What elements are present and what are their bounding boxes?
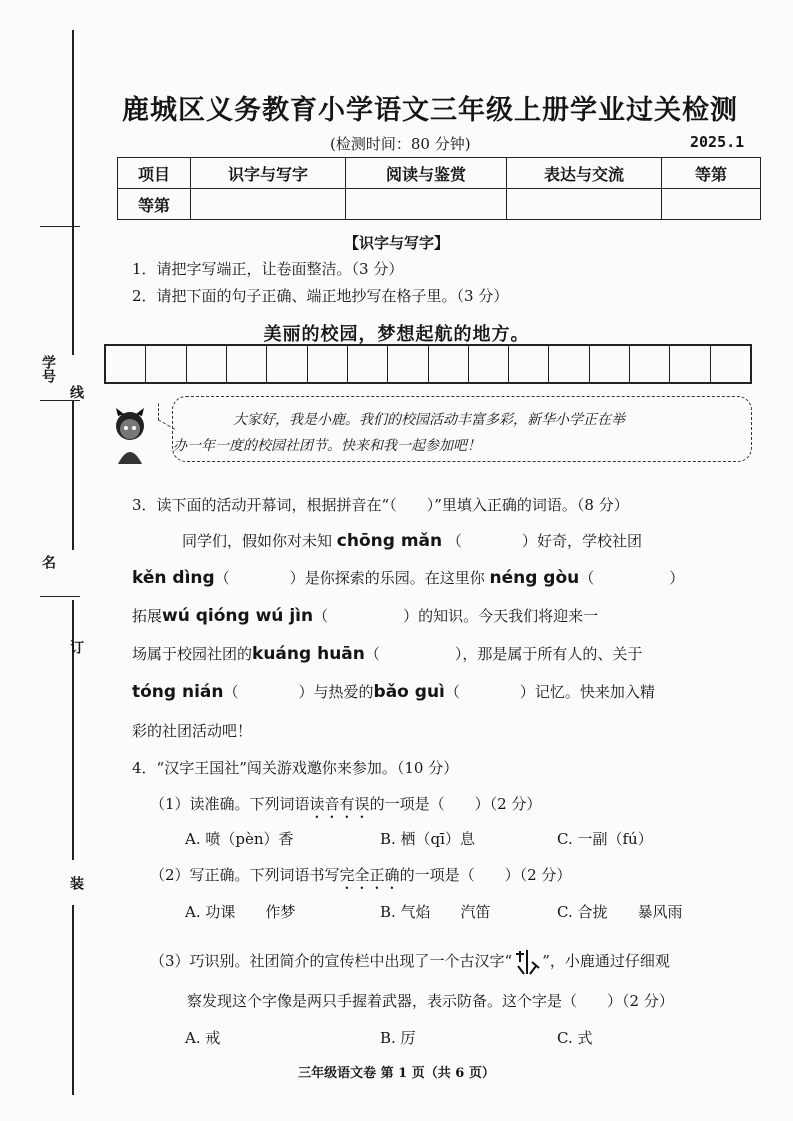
pinyin-wuqiongwujin: wú qióng wú jìn [162,606,314,626]
pinyin-tongnian: tóng nián [132,682,224,702]
q3-text: 好奇，学校社团 [536,532,642,550]
q4-1-pre: （1）读准确。下列词语 [150,795,310,813]
question-4: 4．“汉字王国社”闯关游戏邀你来参加。（10 分） [132,759,459,777]
score-table [117,157,761,220]
score-col-grade: 等第 [662,158,761,189]
score-row-label: 等第 [118,189,191,220]
page-footer: 三年级语文卷 第 1 页（共 6 页） [298,1066,495,1081]
grid-cell[interactable] [429,346,469,382]
pinyin-chongman: chōng mǎn [336,531,443,551]
margin-label-xuehao: 学号 [40,355,56,383]
grid-cell[interactable] [469,346,509,382]
grid-cell[interactable] [711,346,750,382]
q4-2-post: 的一项是（ ）（2 分） [399,866,572,884]
question-4-1 [150,793,541,822]
answer-blank[interactable]: （ ） [446,532,537,550]
score-col-literacy: 识字与写字 [191,158,346,189]
q3-line-2 [132,567,684,588]
bubble-line-2: 办一年一度的校园社团节。快来和我一起参加吧！ [173,438,481,454]
score-table-header-row [118,158,761,189]
q3-text: 场属于校园社团的 [132,645,253,663]
deer-mascot-icon [110,402,150,464]
q4-2-option-a[interactable]: A. 功课 作梦 [185,903,296,921]
section-title-literacy: 【识字与写字】 [343,234,449,252]
q3-text: 记忆。快来加入精 [534,683,655,701]
bubble-line-1: 大家好，我是小鹿。我们的校园活动丰富多彩，新华小学正在举 [233,412,625,428]
grid-cell[interactable] [630,346,670,382]
answer-blank[interactable]: （ ） [223,683,314,701]
q4-2-option-c[interactable]: C. 合拢 暴风雨 [557,903,683,921]
question-4-3-line-1 [150,948,670,976]
pinyin-kuanghuan: kuáng huān [252,644,365,664]
q4-1-post: 的一项是（ ）（2 分） [369,795,542,813]
question-4-3-line-2: 察发现这个字像是两只手握着武器，表示防备。这个字是（ ）（2 分） [187,992,674,1010]
exam-date: 2025.1 [690,133,745,151]
q3-text: ，那是属于所有人的、关于 [462,645,643,663]
score-cell-reading[interactable] [346,189,507,220]
grid-cell[interactable] [227,346,267,382]
margin-dash-3 [40,596,80,597]
grid-cell[interactable] [106,346,146,382]
answer-blank[interactable]: （ ） [313,607,419,625]
binding-line-mid [72,400,74,550]
exam-duration: (检测时间：80 分钟) [330,135,471,153]
margin-label-ming: 名 [40,555,56,569]
score-col-reading: 阅读与鉴赏 [346,158,507,189]
pinyin-baogui: bǎo guì [373,682,445,702]
ancient-character-icon [512,948,542,976]
q4-2-pre: （2）写正确。下列词语书写 [150,866,340,884]
q4-3-post: ”，小鹿通过仔细观 [542,952,670,970]
writing-grid [104,344,752,384]
grid-cell[interactable] [308,346,348,382]
q3-text: 是你探索的乐园。在这里你 [304,569,485,587]
q3-line-1 [182,530,642,551]
grid-cell[interactable] [146,346,186,382]
q4-3-option-b[interactable]: B. 厉 [380,1029,416,1047]
q4-1-option-a[interactable]: A. 喷（pèn）香 [185,830,294,848]
q4-3-pre: （3）巧识别。社团简介的宣传栏中出现了一个古汉字“ [150,952,513,970]
q3-line-4 [132,643,642,664]
score-col-expression: 表达与交流 [507,158,662,189]
q3-line-6: 彩的社团活动吧！ [132,722,253,740]
copy-sentence: 美丽的校园，梦想起航的地方。 [263,324,530,345]
question-2: 2．请把下面的句子正确、端正地抄写在格子里。（3 分） [132,287,509,305]
margin-label-ding: 订 [68,640,84,654]
binding-line-top [72,30,74,355]
margin-label-xian: 线 [68,385,84,399]
grid-cell[interactable] [348,346,388,382]
binding-line-low [72,600,74,860]
q3-text: 同学们，假如你对未知 [182,532,333,550]
grid-cell[interactable] [267,346,307,382]
answer-blank[interactable]: （ ） [364,645,463,663]
score-col-item: 项目 [118,158,191,189]
speech-bubble [172,396,752,462]
score-cell-expression[interactable] [507,189,662,220]
score-cell-literacy[interactable] [191,189,346,220]
margin-dash-1 [40,226,80,227]
q3-text: 与热爱的 [313,683,374,701]
score-table-grade-row [118,189,761,220]
question-4-2 [150,864,571,893]
q3-line-5 [132,681,655,702]
q4-2-emphasis: 完全正确 [339,866,400,884]
pinyin-nenggou: néng gòu [489,568,580,588]
score-cell-grade[interactable] [662,189,761,220]
q4-1-emphasis: 读音有误 [309,795,370,813]
q4-3-option-a[interactable]: A. 戒 [185,1029,221,1047]
margin-label-zhuang: 装 [68,876,84,890]
answer-blank[interactable]: （ ） [579,569,685,587]
q4-1-option-b[interactable]: B. 栖（qī）息 [380,830,475,848]
grid-cell[interactable] [509,346,549,382]
margin-dash-2 [40,400,80,401]
answer-blank[interactable]: （ ） [214,569,305,587]
grid-cell[interactable] [670,346,710,382]
grid-cell[interactable] [187,346,227,382]
q4-1-option-c[interactable]: C. 一副（fú） [557,830,653,848]
q3-line-3 [132,605,598,626]
q3-text: 的知识。今天我们将迎来一 [418,607,599,625]
grid-cell[interactable] [549,346,589,382]
answer-blank[interactable]: （ ） [444,683,535,701]
question-1: 1．请把字写端正，让卷面整洁。（3 分） [132,260,404,278]
pinyin-kending: kěn dìng [132,568,215,588]
q4-3-option-c[interactable]: C. 式 [557,1029,593,1047]
grid-cell[interactable] [590,346,630,382]
grid-cell[interactable] [388,346,428,382]
q4-2-option-b[interactable]: B. 气焰 汽笛 [380,903,491,921]
q3-text: 拓展 [132,607,163,625]
exam-title: 鹿城区义务教育小学语文三年级上册学业过关检测 [122,95,738,126]
question-3: 3．读下面的活动开幕词，根据拼音在“（ ）”里填入正确的词语。（8 分） [132,496,629,514]
